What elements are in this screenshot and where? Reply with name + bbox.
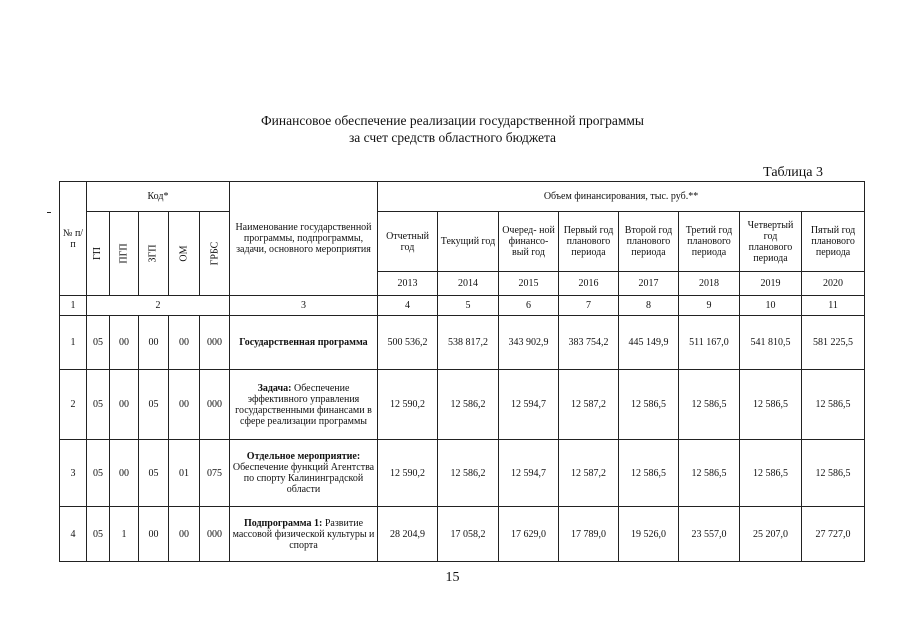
col-number: 9 <box>679 296 740 316</box>
table-row <box>60 370 865 440</box>
table-row <box>60 440 865 507</box>
header-code: Код* <box>87 182 230 212</box>
header-year: 2015 <box>499 272 559 296</box>
row-name: Государственная программа <box>230 316 378 370</box>
header-code-gp: ГП <box>87 212 110 296</box>
col-number: 11 <box>802 296 865 316</box>
header-year: 2016 <box>559 272 619 296</box>
value-cell: 541 810,5 <box>740 316 802 370</box>
header-period: Очеред- ной финансо- вый год <box>499 212 559 272</box>
value-cell: 12 594,7 <box>499 440 559 507</box>
value-cell: 12 586,5 <box>740 440 802 507</box>
code-cell: 1 <box>110 507 139 562</box>
col-number: 7 <box>559 296 619 316</box>
header-year: 2018 <box>679 272 740 296</box>
code-cell: 00 <box>139 507 169 562</box>
value-cell: 12 590,2 <box>378 370 438 440</box>
col-number: 5 <box>438 296 499 316</box>
value-cell: 581 225,5 <box>802 316 865 370</box>
row-name: Задача: Обеспечение эффективного управления государственными финансами в сфере реализации программы <box>230 370 378 440</box>
col-number: 10 <box>740 296 802 316</box>
header-year: 2014 <box>438 272 499 296</box>
value-cell: 12 586,5 <box>802 370 865 440</box>
value-cell: 12 587,2 <box>559 370 619 440</box>
value-cell: 445 149,9 <box>619 316 679 370</box>
col-number: 4 <box>378 296 438 316</box>
row-num: 2 <box>60 370 87 440</box>
code-cell: 00 <box>110 440 139 507</box>
header-year: 2019 <box>740 272 802 296</box>
code-cell: 01 <box>169 440 200 507</box>
header-volume: Объем финансирования, тыс. руб.** <box>378 182 865 212</box>
value-cell: 500 536,2 <box>378 316 438 370</box>
code-cell: 05 <box>139 370 169 440</box>
row-num: 1 <box>60 316 87 370</box>
col-number: 2 <box>87 296 230 316</box>
header-period: Текущий год <box>438 212 499 272</box>
value-cell: 25 207,0 <box>740 507 802 562</box>
value-cell: 12 587,2 <box>559 440 619 507</box>
value-cell: 27 727,0 <box>802 507 865 562</box>
document-title-line-1: Финансовое обеспечение реализации государственной программы <box>261 113 644 128</box>
value-cell: 17 789,0 <box>559 507 619 562</box>
value-cell: 12 586,5 <box>802 440 865 507</box>
value-cell: 12 586,5 <box>740 370 802 440</box>
header-code-grbs: ГРБС <box>200 212 230 296</box>
value-cell: 23 557,0 <box>679 507 740 562</box>
header-period: Второй год планового периода <box>619 212 679 272</box>
value-cell: 17 058,2 <box>438 507 499 562</box>
header-code-om: ОМ <box>169 212 200 296</box>
row-name: Отдельное мероприятие: Обеспечение функций Агентства по спорту Калининградской области <box>230 440 378 507</box>
table-row <box>60 316 865 370</box>
header-name: Наименование государственной программы, подпрограммы, задачи, основного мероприятия <box>230 182 378 296</box>
margin-mark <box>47 212 51 213</box>
value-cell: 12 586,5 <box>679 370 740 440</box>
header-period: Первый год планового периода <box>559 212 619 272</box>
row-num: 3 <box>60 440 87 507</box>
value-cell: 343 902,9 <box>499 316 559 370</box>
value-cell: 538 817,2 <box>438 316 499 370</box>
code-cell: 00 <box>169 316 200 370</box>
value-cell: 19 526,0 <box>619 507 679 562</box>
value-cell: 12 586,2 <box>438 370 499 440</box>
col-number: 8 <box>619 296 679 316</box>
value-cell: 17 629,0 <box>499 507 559 562</box>
code-cell: 05 <box>87 370 110 440</box>
code-cell: 075 <box>200 440 230 507</box>
header-period: Отчетный год <box>378 212 438 272</box>
header-num: № п/п <box>60 182 87 296</box>
code-cell: 05 <box>87 316 110 370</box>
value-cell: 12 590,2 <box>378 440 438 507</box>
col-number: 1 <box>60 296 87 316</box>
header-period: Пятый год планового периода <box>802 212 865 272</box>
code-cell: 00 <box>110 316 139 370</box>
value-cell: 383 754,2 <box>559 316 619 370</box>
code-cell: 000 <box>200 370 230 440</box>
value-cell: 12 594,7 <box>499 370 559 440</box>
value-cell: 12 586,5 <box>619 440 679 507</box>
value-cell: 28 204,9 <box>378 507 438 562</box>
header-year: 2017 <box>619 272 679 296</box>
document-title-line-2: за счет средств областного бюджета <box>348 130 557 145</box>
value-cell: 12 586,5 <box>619 370 679 440</box>
code-cell: 00 <box>110 370 139 440</box>
code-cell: 05 <box>87 440 110 507</box>
code-cell: 00 <box>169 370 200 440</box>
header-code-pgp: ПГП <box>110 212 139 296</box>
header-period: Третий год планового периода <box>679 212 740 272</box>
header-period: Четвертый год планового периода <box>740 212 802 272</box>
code-cell: 000 <box>200 507 230 562</box>
header-year: 2020 <box>802 272 865 296</box>
financing-table <box>59 181 865 562</box>
value-cell: 511 167,0 <box>679 316 740 370</box>
header-code-zgp: ЗГП <box>139 212 169 296</box>
row-num: 4 <box>60 507 87 562</box>
page-number: 15 <box>445 570 460 585</box>
code-cell: 00 <box>139 316 169 370</box>
code-cell: 05 <box>87 507 110 562</box>
row-name: Подпрограмма 1: Развитие массовой физической культуры и спорта <box>230 507 378 562</box>
table-row <box>60 507 865 562</box>
code-cell: 05 <box>139 440 169 507</box>
value-cell: 12 586,2 <box>438 440 499 507</box>
col-number: 6 <box>499 296 559 316</box>
code-cell: 00 <box>169 507 200 562</box>
table-label: Таблица 3 <box>763 165 823 180</box>
code-cell: 000 <box>200 316 230 370</box>
header-year: 2013 <box>378 272 438 296</box>
value-cell: 12 586,5 <box>679 440 740 507</box>
col-number: 3 <box>230 296 378 316</box>
